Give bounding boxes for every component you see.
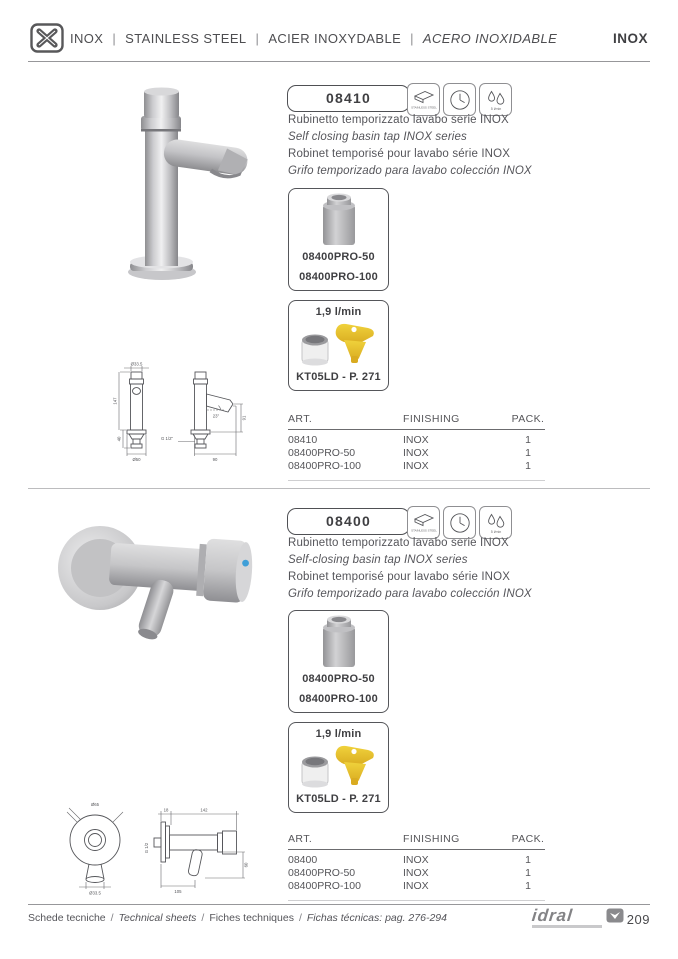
table-row <box>288 854 545 867</box>
separator: / <box>201 912 205 924</box>
cell-art: 08400PRO-50 <box>288 447 356 459</box>
table-row <box>288 447 545 460</box>
footer-it: Schede tecniche <box>28 912 106 924</box>
table-bottom-rule <box>288 900 545 901</box>
footer-rule <box>28 904 650 905</box>
cell-pack: 1 <box>525 880 531 892</box>
flow-rate-label: 1,9 l/min <box>315 728 362 740</box>
desc-es: Grifo temporizado para lavabo colección INOX <box>288 165 532 177</box>
cell-finishing: INOX <box>403 854 429 866</box>
cell-finishing: INOX <box>403 434 429 446</box>
header-series-title <box>70 31 557 46</box>
cartridge-box <box>288 188 389 291</box>
svg-text:Ø65: Ø65 <box>90 802 100 807</box>
separator: | <box>410 31 414 46</box>
svg-text:5 l/min: 5 l/min <box>490 529 501 534</box>
desc-fr: Robinet temporisé pour lavabo série INOX <box>288 148 511 160</box>
svg-text:G 1/2: G 1/2 <box>144 842 149 854</box>
cartridge-code-2: 08400PRO-100 <box>299 692 378 705</box>
separator: | <box>255 31 260 46</box>
separator: | <box>112 31 117 46</box>
svg-text:STAINLESS STEEL: STAINLESS STEEL <box>410 105 437 109</box>
product-code-badge: 08400 <box>287 508 410 535</box>
svg-text:105: 105 <box>174 889 182 894</box>
aerator-box <box>288 300 389 391</box>
header-lang-en: STAINLESS STEEL <box>125 31 247 46</box>
cell-pack: 1 <box>525 434 531 446</box>
aerator-code-label: KT05LD - P. 271 <box>296 792 381 805</box>
flow-rate-label: 1,9 l/min <box>315 306 362 318</box>
section-divider <box>28 488 650 489</box>
cell-art: 08410 <box>288 434 318 446</box>
table-row <box>288 880 545 893</box>
separator: / <box>110 912 114 924</box>
header-rule <box>28 61 650 62</box>
header-lang-fr: ACIER INOXYDABLE <box>268 31 402 46</box>
cell-art: 08400PRO-100 <box>288 460 361 472</box>
cell-pack: 1 <box>525 867 531 879</box>
cell-pack: 1 <box>525 447 531 459</box>
svg-text:STAINLESS STEEL: STAINLESS STEEL <box>410 528 437 532</box>
desc-es: Grifo temporizado para lavabo colección INOX <box>288 588 532 600</box>
desc-it: Rubinetto temporizzato lavabo serie INOX <box>288 537 509 549</box>
cell-finishing: INOX <box>403 460 429 472</box>
header-lang-es: ACERO INOXIDABLE <box>422 31 558 46</box>
col-pack: PACK. <box>511 413 545 425</box>
desc-en: Self-closing basin tap INOX series <box>288 554 468 566</box>
parts-table <box>288 413 545 481</box>
svg-text:60: 60 <box>243 862 249 868</box>
col-pack: PACK. <box>511 833 545 845</box>
col-art: ART. <box>288 413 313 425</box>
logo-tagline <box>532 925 602 928</box>
footer-es: Fichas técnicas: pag. 276-294 <box>306 912 447 924</box>
footer-note <box>28 912 447 924</box>
cartridge-image <box>316 615 362 671</box>
table-header-row <box>288 413 545 430</box>
cartridge-code-1: 08400PRO-50 <box>302 673 375 685</box>
col-finishing: FINISHING <box>403 413 460 425</box>
svg-text:90: 90 <box>212 457 218 462</box>
inox-series-icon <box>30 23 64 58</box>
table-row <box>288 434 545 447</box>
aerator-code-label: KT05LD - P. 271 <box>296 370 381 383</box>
cartridge-code-1: 08400PRO-50 <box>302 251 375 263</box>
header-lang-it: INOX <box>70 31 104 46</box>
svg-text:Ø50: Ø50 <box>132 457 141 462</box>
svg-text:5 l/min: 5 l/min <box>490 106 501 111</box>
product-code-badge: 08410 <box>287 85 410 112</box>
cartridge-code-2: 08400PRO-100 <box>299 270 378 283</box>
logo-badge-icon <box>606 908 624 923</box>
table-header-row <box>288 833 545 850</box>
separator: / <box>298 912 302 924</box>
header-section-label: INOX <box>612 31 648 46</box>
svg-text:142: 142 <box>200 807 208 813</box>
logo-wordmark: idral <box>531 906 574 925</box>
footer-en: Technical sheets <box>118 912 197 924</box>
svg-text:G 1/2": G 1/2" <box>161 436 174 441</box>
table-row <box>288 867 545 880</box>
col-finishing: FINISHING <box>403 833 460 845</box>
aerator-key-image <box>296 744 382 788</box>
cell-art: 08400PRO-50 <box>288 867 356 879</box>
svg-text:23°: 23° <box>212 413 220 419</box>
cell-art: 08400PRO-100 <box>288 880 361 892</box>
svg-text:40: 40 <box>116 436 122 442</box>
svg-text:Ø33.5: Ø33.5 <box>130 361 143 367</box>
cell-pack: 1 <box>525 460 531 472</box>
product-photo-08410 <box>58 82 263 302</box>
product-photo-08400 <box>48 508 263 703</box>
technical-drawing-08410 <box>95 360 255 477</box>
product-descriptions <box>288 112 532 180</box>
cell-pack: 1 <box>525 854 531 866</box>
brand-logo <box>532 908 624 928</box>
svg-text:147: 147 <box>112 397 118 405</box>
cell-art: 08400 <box>288 854 318 866</box>
page-number: 209 <box>626 912 650 927</box>
cell-finishing: INOX <box>403 880 429 892</box>
parts-table <box>288 833 545 901</box>
table-row <box>288 460 545 473</box>
cell-finishing: INOX <box>403 867 429 879</box>
svg-text:91: 91 <box>241 415 247 421</box>
svg-text:Ø33.5: Ø33.5 <box>89 890 101 896</box>
desc-it: Rubinetto temporizzato lavabo serie INOX <box>288 114 509 126</box>
table-bottom-rule <box>288 480 545 481</box>
technical-drawing-08400 <box>55 796 255 901</box>
product-descriptions <box>288 535 532 603</box>
desc-en: Self closing basin tap INOX series <box>288 131 467 143</box>
cartridge-box <box>288 610 389 713</box>
desc-fr: Robinet temporisé pour lavabo série INOX <box>288 571 511 583</box>
aerator-key-image <box>296 322 382 366</box>
cartridge-image <box>316 193 362 249</box>
svg-text:18: 18 <box>163 807 169 813</box>
col-art: ART. <box>288 833 313 845</box>
cell-finishing: INOX <box>403 447 429 459</box>
footer-fr: Fiches techniques <box>209 912 294 924</box>
aerator-box <box>288 722 389 813</box>
